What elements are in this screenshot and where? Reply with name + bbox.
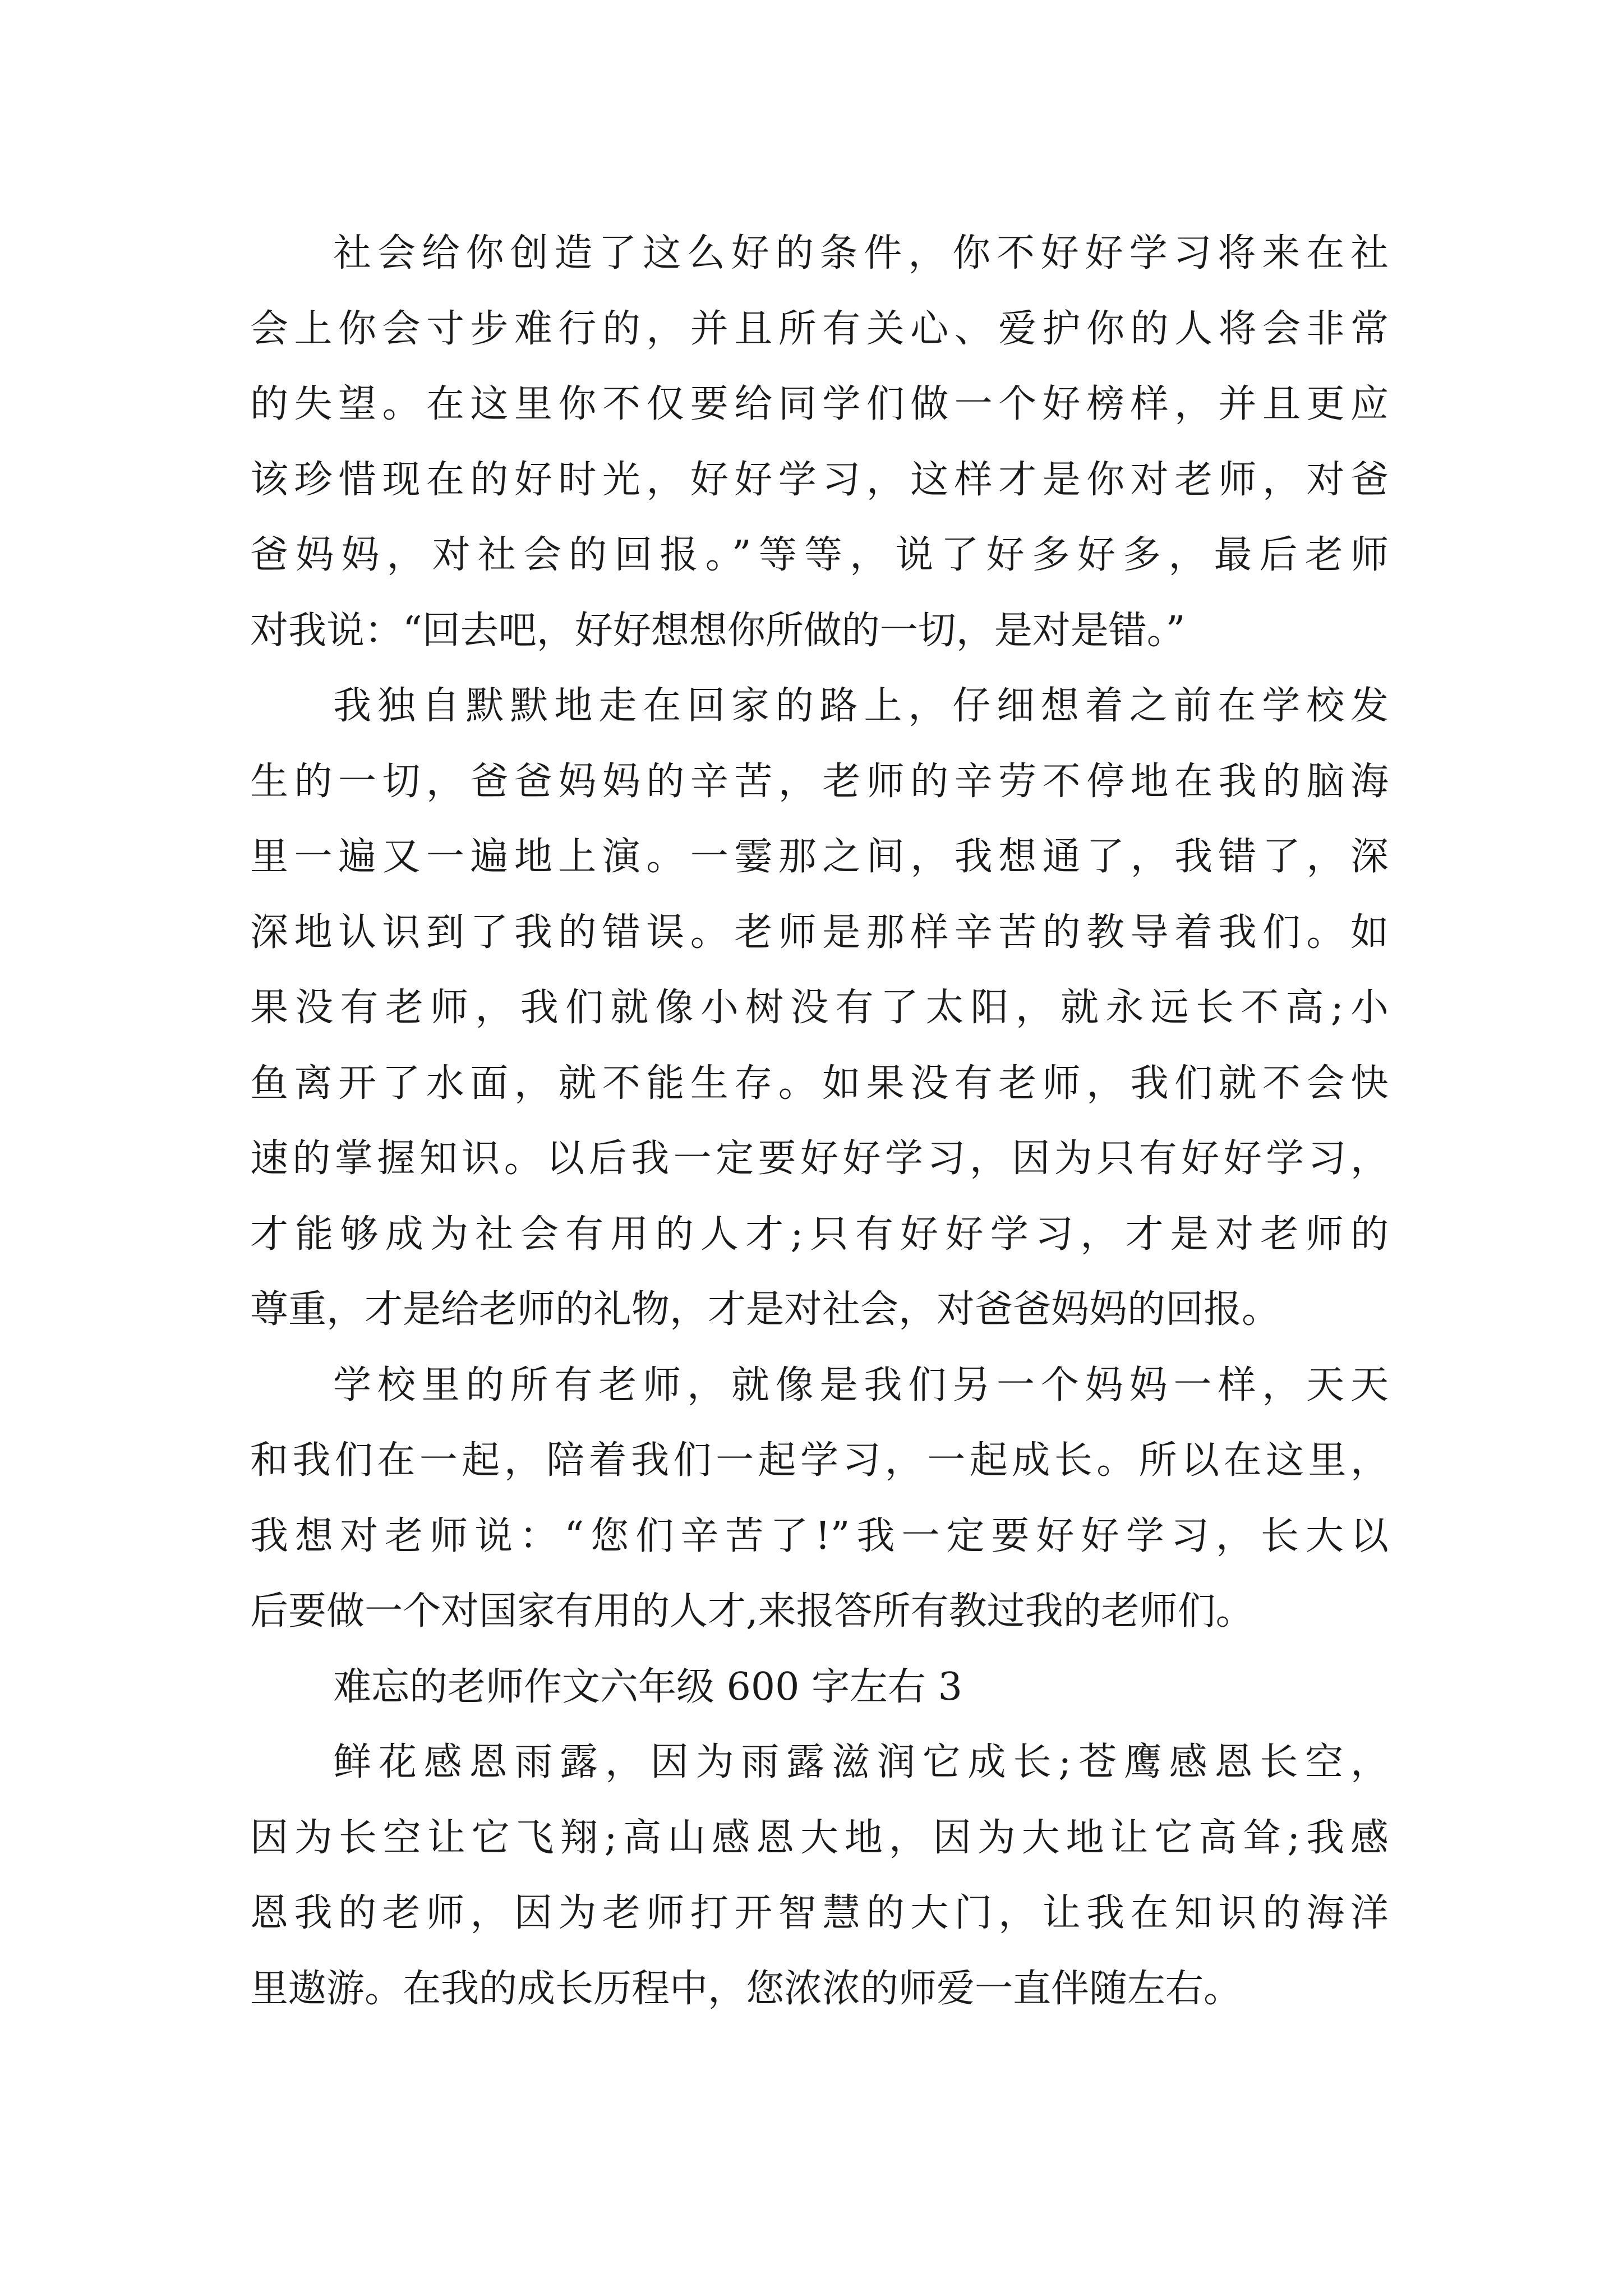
text-line: 学校里的所有老师，就像是我们另一个妈妈一样，天天 xyxy=(333,1363,1389,1407)
text-line: 里遨游。在我的成长历程中，您浓浓的师爱一直伴随左右。 xyxy=(250,1966,1242,2011)
text-line: 因为长空让它飞翔;高山感恩大地，因为大地让它高耸;我感 xyxy=(250,1815,1389,1860)
text-line: 和我们在一起，陪着我们一起学习，一起成长。所以在这里， xyxy=(250,1438,1389,1483)
text-line: 果没有老师，我们就像小树没有了太阳，就永远长不高;小 xyxy=(250,986,1389,1030)
text-line: 社会给你创造了这么好的条件，你不好好学习将来在社 xyxy=(333,231,1389,275)
text-line: 恩我的老师，因为老师打开智慧的大门，让我在知识的海洋 xyxy=(250,1891,1389,1935)
text-line: 后要做一个对国家有用的人才,来报答所有教过我的老师们。 xyxy=(250,1589,1254,1634)
text-line: 我想对老师说：“您们辛苦了!”我一定要好好学习，长大以 xyxy=(250,1513,1389,1558)
text-line: 尊重，才是给老师的礼物，才是对社会，对爸爸妈妈的回报。 xyxy=(250,1287,1280,1332)
text-line: 的失望。在这里你不仅要给同学们做一个好榜样，并且更应 xyxy=(250,382,1389,426)
text-line: 才能够成为社会有用的人才;只有好好学习，才是对老师的 xyxy=(250,1212,1389,1257)
text-line: 鲜花感恩雨露，因为雨露滋润它成长;苍鹰感恩长空， xyxy=(333,1740,1389,1784)
text-line: 深地认识到了我的错误。老师是那样辛苦的教导着我们。如 xyxy=(250,910,1389,955)
text-line: 生的一切，爸爸妈妈的辛苦，老师的辛劳不停地在我的脑海 xyxy=(250,759,1389,804)
text-line: 爸妈妈，对社会的回报。”等等，说了好多好多，最后老师 xyxy=(250,533,1389,577)
text-line: 速的掌握知识。以后我一定要好好学习，因为只有好好学习， xyxy=(250,1137,1389,1181)
text-line: 对我说：“回去吧，好好想想你所做的一切，是对是错。” xyxy=(250,608,1186,653)
text-line: 鱼离开了水面，就不能生存。如果没有老师，我们就不会快 xyxy=(250,1061,1389,1106)
body-text xyxy=(250,216,1389,2027)
text-line: 里一遍又一遍地上演。一霎那之间，我想通了，我错了，深 xyxy=(250,835,1389,879)
text-line: 会上你会寸步难行的，并且所有关心、爱护你的人将会非常 xyxy=(250,306,1389,351)
text-line: 难忘的老师作文六年级 600 字左右 3 xyxy=(333,1664,962,1709)
text-line: 我独自默默地走在回家的路上，仔细想着之前在学校发 xyxy=(333,684,1389,728)
text-line: 该珍惜现在的好时光，好好学习，这样才是你对老师，对爸 xyxy=(250,457,1389,502)
